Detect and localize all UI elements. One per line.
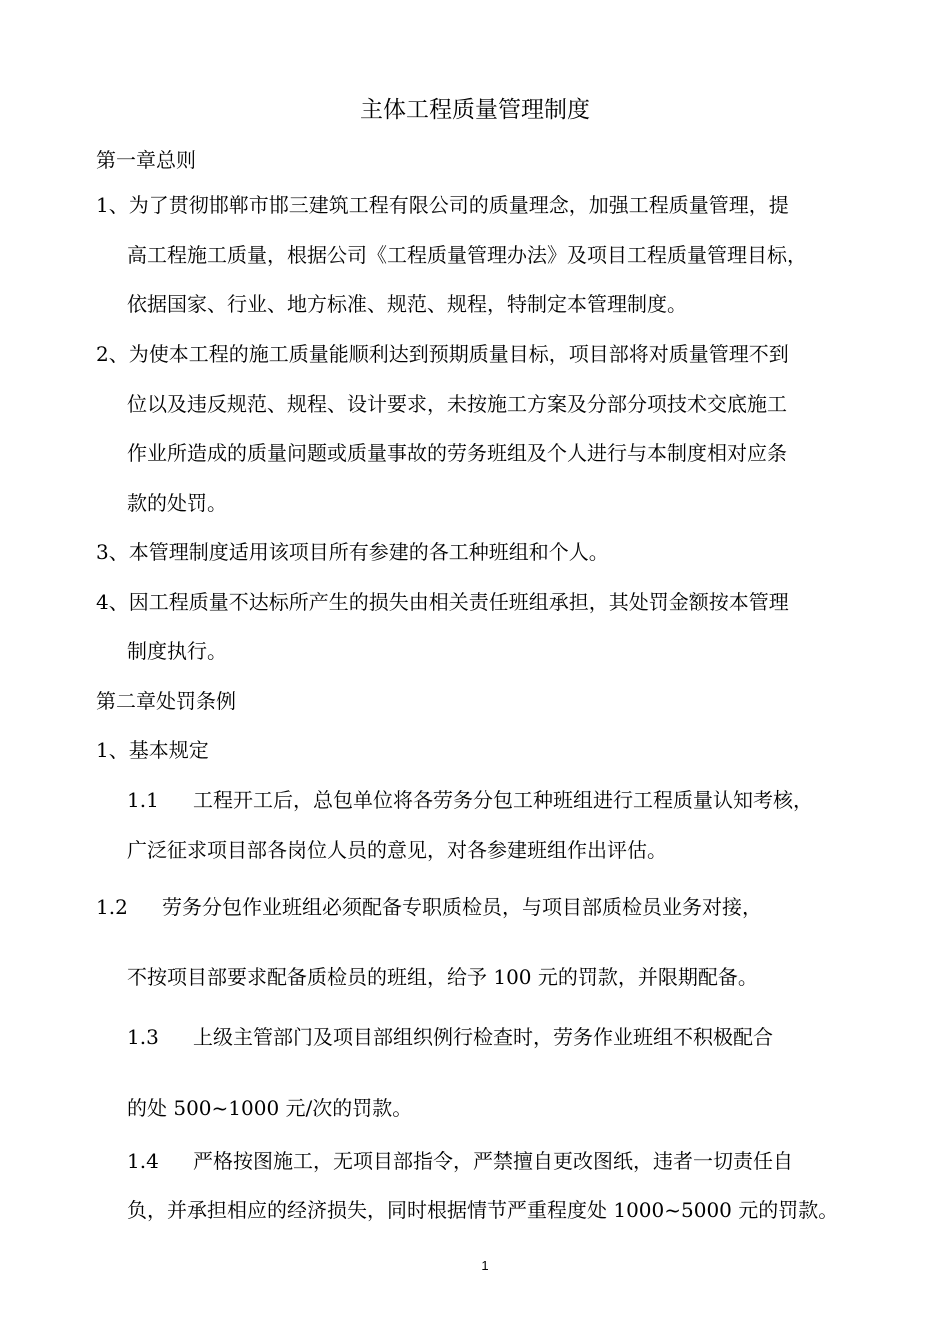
chapter2-heading: 第二章处罚条例	[96, 689, 236, 713]
chapter1-item4-line2: 制度执行。	[127, 639, 227, 663]
clause-1-4-number: 1.4	[127, 1149, 159, 1173]
chapter1-item2-line3: 作业所造成的质量问题或质量事故的劳务班组及个人进行与本制度相对应条	[127, 441, 787, 465]
chapter1-item4-line1: 4、因工程质量不达标所产生的损失由相关责任班组承担，其处罚金额按本管理	[96, 590, 789, 614]
chapter1-item1-line3: 依据国家、行业、地方标准、规范、规程，特制定本管理制度。	[127, 292, 687, 316]
chapter1-item2-line1: 2、为使本工程的施工质量能顺利达到预期质量目标，项目部将对质量管理不到	[96, 342, 789, 366]
clause-1-2-line1	[96, 895, 762, 919]
clause-1-1-line2: 广泛征求项目部各岗位人员的意见，对各参建班组作出评估。	[127, 838, 667, 862]
clause-1-2-text1: 劳务分包作业班组必须配备专职质检员，与项目部质检员业务对接，	[162, 895, 762, 919]
chapter2-section1: 1、基本规定	[96, 738, 209, 762]
clause-1-4-text1: 严格按图施工，无项目部指令，严禁擅自更改图纸，违者一切责任自	[193, 1149, 793, 1173]
chapter1-item2-line4: 款的处罚。	[127, 491, 227, 515]
clause-1-3-text1: 上级主管部门及项目部组织例行检查时，劳务作业班组不积极配合	[193, 1025, 773, 1049]
page-number: 1	[481, 1258, 489, 1273]
clause-1-4-line2: 负，并承担相应的经济损失，同时根据情节严重程度处 1000~5000 元的罚款。	[127, 1198, 839, 1222]
clause-1-1-text1: 工程开工后，总包单位将各劳务分包工种班组进行工程质量认知考核，	[193, 788, 813, 812]
clause-1-2-line2: 不按项目部要求配备质检员的班组，给予 100 元的罚款，并限期配备。	[127, 965, 758, 989]
chapter1-item1-line2: 高工程施工质量，根据公司《工程质量管理办法》及项目工程质量管理目标，	[127, 243, 807, 267]
chapter1-heading: 第一章总则	[96, 148, 196, 172]
chapter1-item1-line1: 1、为了贯彻邯郸市邯三建筑工程有限公司的质量理念，加强工程质量管理，提	[96, 193, 789, 217]
chapter1-item2-line2: 位以及违反规范、规程、设计要求，未按施工方案及分部分项技术交底施工	[127, 392, 787, 416]
clause-1-3-line2: 的处 500~1000 元/次的罚款。	[127, 1096, 413, 1120]
document-title: 主体工程质量管理制度	[360, 97, 590, 123]
clause-1-4-line1	[127, 1149, 793, 1173]
clause-1-2-number: 1.2	[96, 895, 128, 919]
clause-1-3-line1	[127, 1025, 773, 1049]
clause-1-1-line1	[127, 788, 813, 812]
chapter1-item3-line1: 3、本管理制度适用该项目所有参建的各工种班组和个人。	[96, 540, 609, 564]
clause-1-1-number: 1.1	[127, 788, 159, 812]
clause-1-3-number: 1.3	[127, 1025, 159, 1049]
